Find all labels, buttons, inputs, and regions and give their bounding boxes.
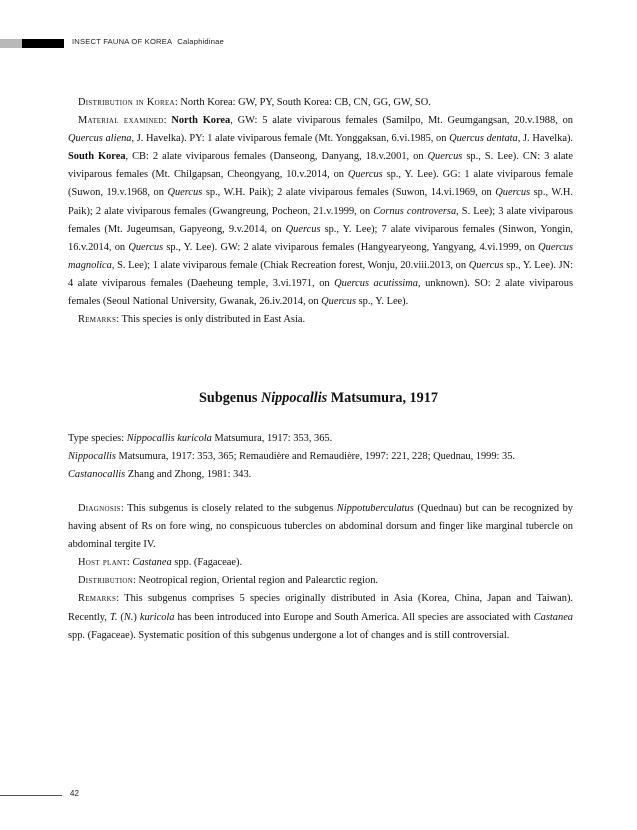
header-gray-bar (0, 39, 22, 48)
subgenus-description (68, 500, 573, 645)
running-title-main: INSECT FAUNA OF KOREA (72, 37, 173, 46)
north-korea-heading: North Korea (171, 115, 231, 127)
running-header (0, 36, 637, 50)
host-plant-paragraph: Host plant: Castanea spp. (Fagaceae). (78, 557, 243, 569)
remarks-label: Remarks (78, 314, 117, 326)
diagnosis-label: Diagnosis (78, 503, 121, 514)
material-examined-paragraph: Material examined: North Korea, GW: 5 alate viviparous females (Samilpo, Mt. Geumgangsan, 20.v.1988, on Quercus aliena, J. Havelka). PY: 1 alate viviparous female (Mt. Yonggaksan, 6.vi.1985, on Quercus dentata, J. Havelka). South Korea, CB: 2 alate viviparous females (Danseong, Danyang, 18.v.2001, on Quercus sp., S. Lee). CN: 3 alate viviparous females (Mt. Chilgapsan, Cheongyang, 10.v.2014, on Quercus sp., Y. Lee). GG: 1 alate viviparous female (Suwon, 19.v.1968, on Quercus sp., W.H. Paik); 2 alate viviparous females (Suwon, 14.vi.1969, on Quercus sp., W.H. Paik); 2 alate viviparous females (Gwangreung, Pocheon, 21.v.1999, on Cornus controversa, S. Lee); 3 alate viviparous females (Mt. Jugeumsan, Gapyeong, 9.v.2014, on Quercus sp., Y. Lee); 7 alate viviparous females (Sinwon, Yongin, 16.v.2014, on Quercus sp., Y. Lee). GW: 2 alate viviparous females (Hangyearyeong, Yangyang, 4.vi.1999, on Quercus magnolica, S. Lee); 1 alate viviparous female (Chiak Recreation forest, Wonju, 20.viii.2013, on Quercus sp., Y. Lee). JN: 4 alate viviparous females (Daeheung temple, 3.vi.1971, on Quercus acutissima, unknown). SO: 2 alate viviparous females (Seoul National University, Gwanak, 26.iv.2014, on Quercus sp., Y. Lee). (68, 115, 574, 308)
header-black-bar (22, 39, 64, 48)
distribution-label: Distribution (78, 575, 134, 587)
running-title (72, 37, 224, 46)
synonym-line: Nippocallis Matsumura, 1917: 353, 365; Remaudière and Remaudière, 1997: 221, 228; Quednau, 1999: 35. (68, 451, 516, 463)
distribution-paragraph: Distribution: Neotropical region, Oriental region and Palearctic region. (78, 575, 378, 587)
type-species-line: Type species: Nippocallis kuricola Matsumura, 1917: 353, 365. (68, 433, 333, 444)
remarks-paragraph: Remarks: This subgenus comprises 5 species originally distributed in Asia (Korea, China, Japan and Taiwan). Recently, T. (N.) kuricola has been introduced into Europe and South America. All species are associated with Castanea spp. (Fagaceae). Systematic position of this subgenus undergone a lot of changes and is still controversial. (68, 593, 574, 641)
south-korea-heading: South Korea (68, 151, 126, 163)
diagnosis-paragraph: Diagnosis: This subgenus is closely related to the subgenus Nippotuberculatus (Quednau) but can be recognized by having absent of Rs on fore wing, no conspicuous tubercles on abdominal dorsum and finger like marginal tubercle on abdominal tergite IV. (68, 503, 573, 551)
species-section (68, 94, 573, 329)
material-examined-label: Material examined (78, 115, 164, 127)
subgenus-heading: Subgenus Nippocallis Matsumura, 1917 (199, 390, 438, 406)
remarks-paragraph: Remarks: This species is only distributed in East Asia. (78, 314, 306, 326)
remarks-label: Remarks (78, 593, 117, 605)
host-plant-label: Host plant (78, 557, 127, 569)
running-title-sub: Calaphidinae (177, 37, 225, 46)
subgenus-name: Nippocallis (260, 390, 328, 406)
synonym-line: Castanocallis Zhang and Zhong, 1981: 343. (68, 469, 252, 481)
distribution-in-korea-paragraph: Distribution in Korea: North Korea: GW, PY, South Korea: CB, CN, GG, GW, SO. (78, 97, 431, 108)
nomenclature-block (68, 430, 573, 484)
page-number: 42 (70, 789, 79, 798)
distribution-in-korea-label: Distribution in Korea (78, 97, 175, 108)
footer-rule (0, 795, 62, 796)
